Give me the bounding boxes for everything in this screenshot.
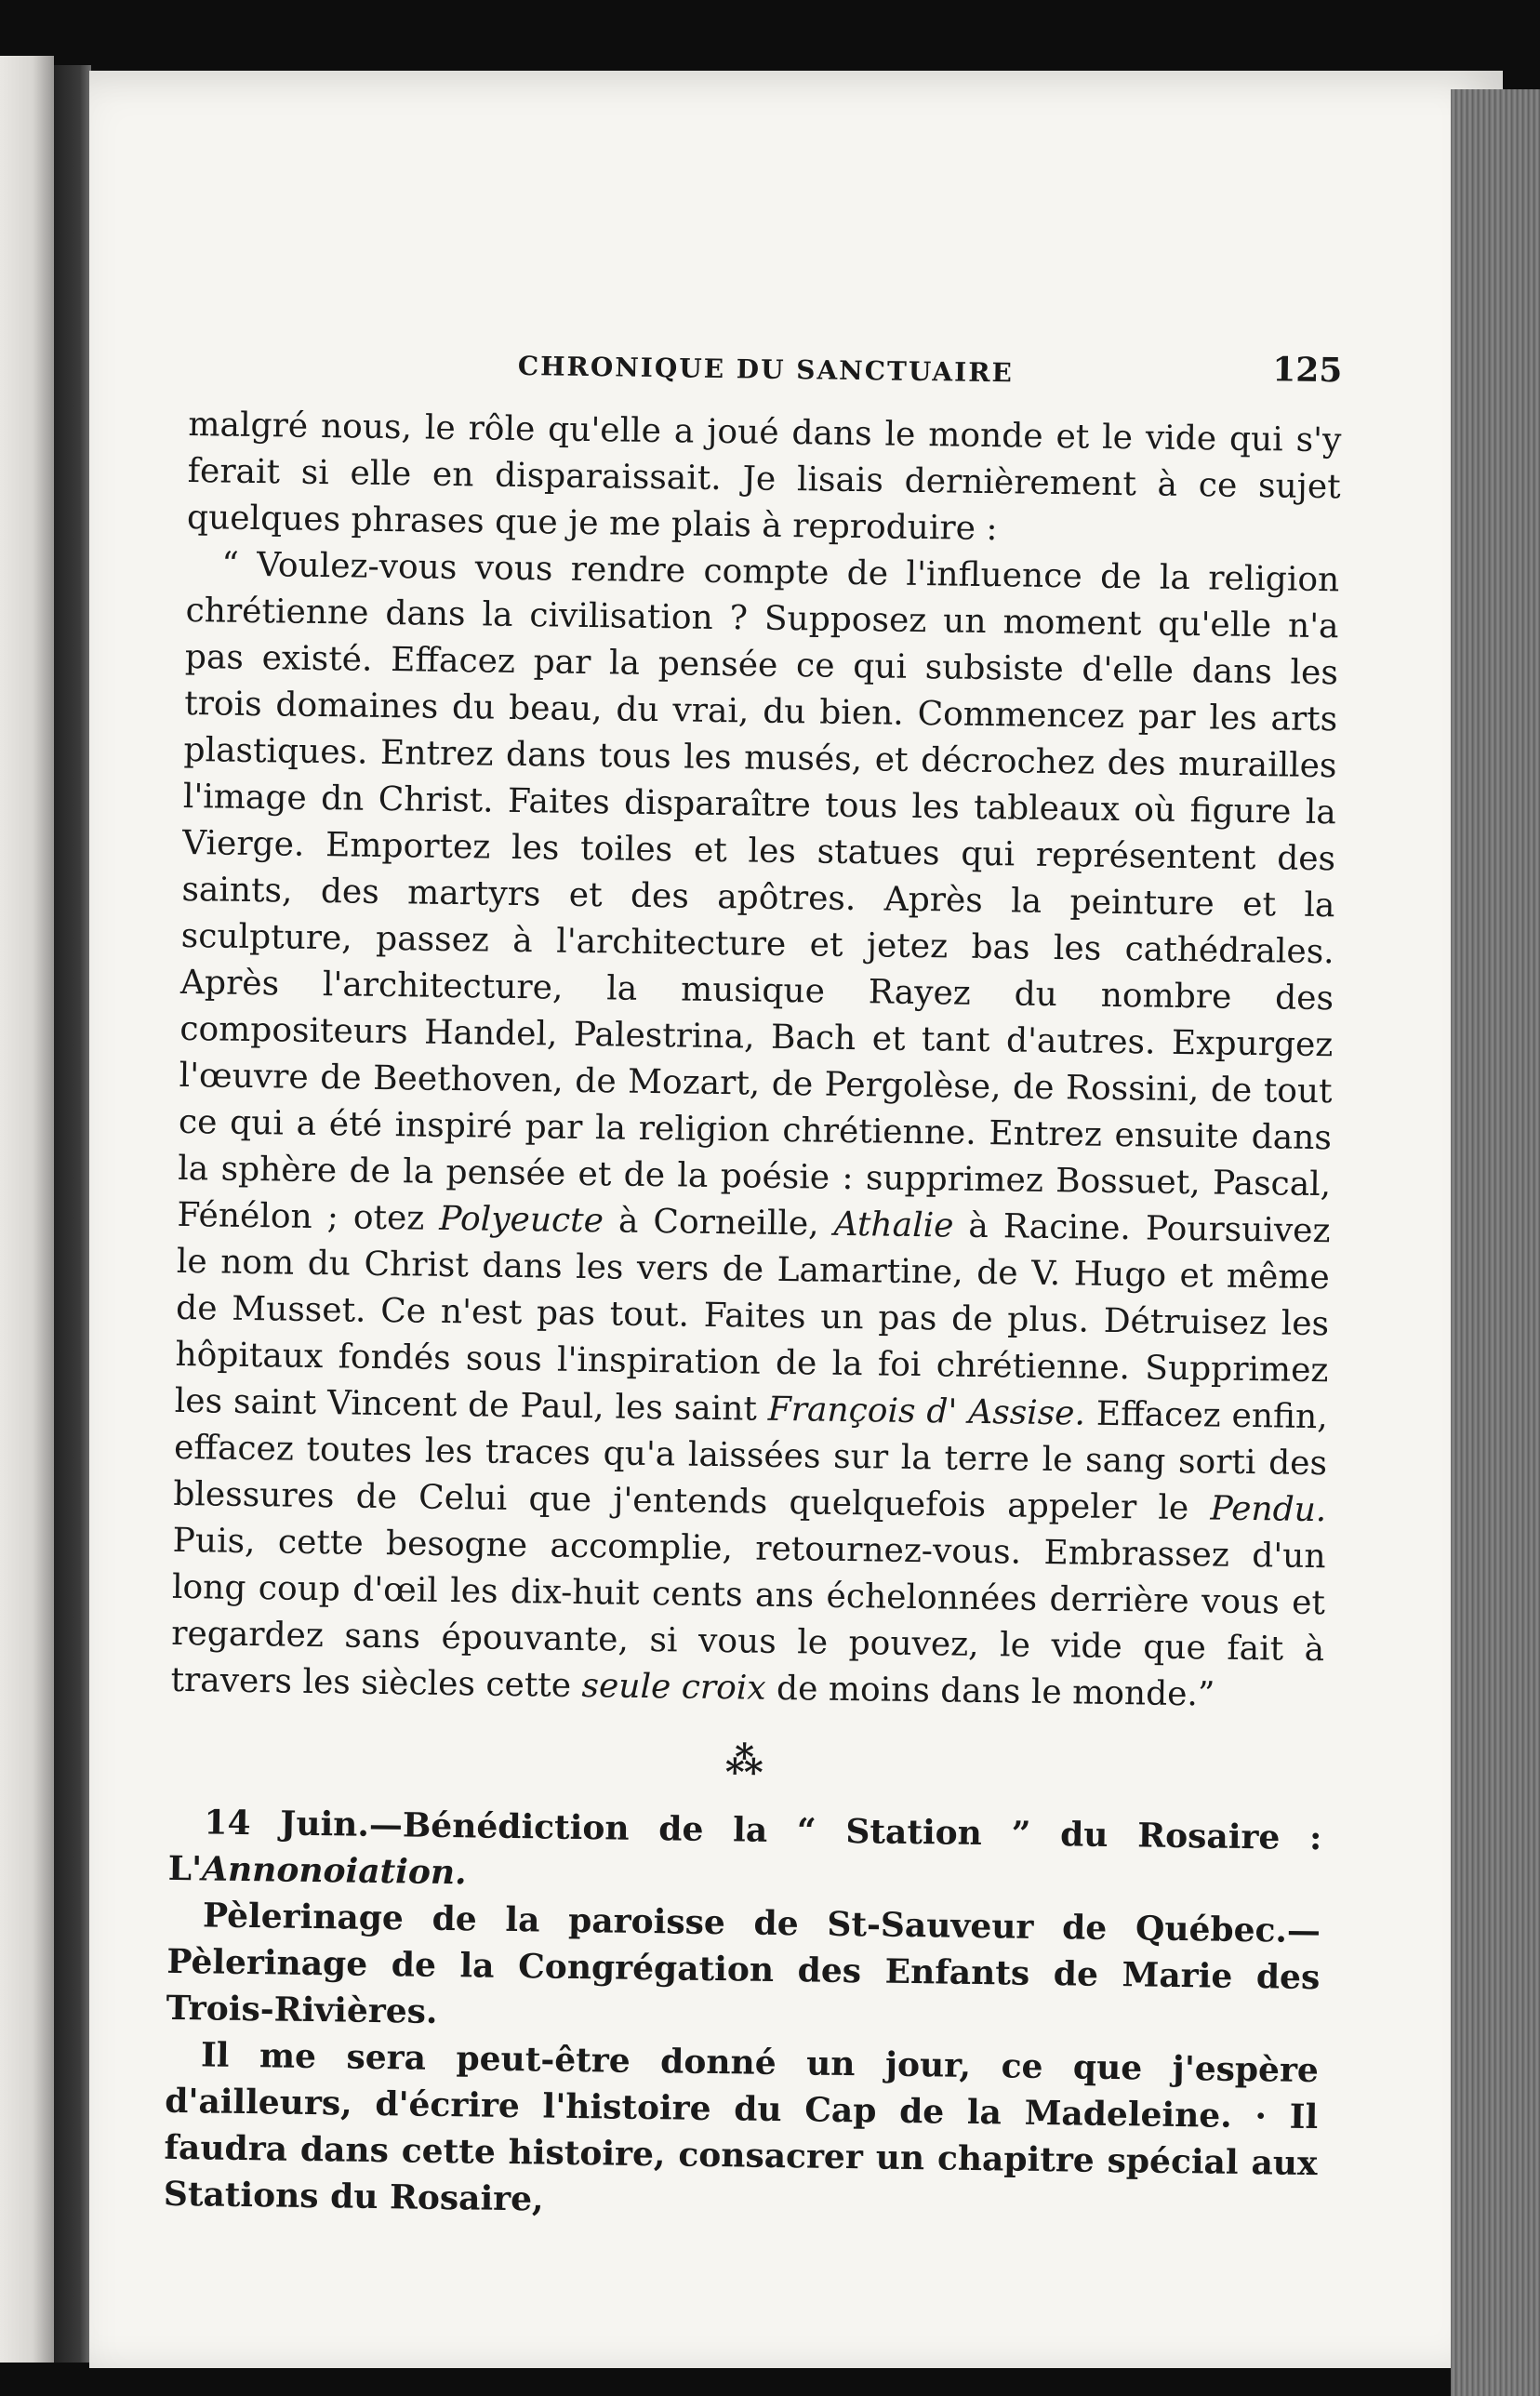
entry-italic-annonciation: Annonoiation. xyxy=(201,1849,467,1893)
quote-italic-seule-croix: seule croix xyxy=(581,1667,766,1708)
quote-text-6: de moins dans le monde.” xyxy=(765,1669,1215,1714)
chronicle-entry xyxy=(167,1799,1321,1908)
asterism-divider: ⁂ xyxy=(724,1738,768,1783)
page-sheet xyxy=(89,71,1503,2368)
page-number: 125 xyxy=(1271,350,1343,391)
quote-italic-pendu: Pendu. xyxy=(1210,1489,1327,1530)
running-head xyxy=(189,322,1343,393)
entry-date-text: 14 Juin.—Bénédiction de la “ Station ” du Rosaire : L' xyxy=(167,1803,1322,1889)
running-title: CHRONIQUE DU SANCTUAIRE xyxy=(517,350,1015,389)
quote-text-3: à Racine. Poursuivez le nom du Christ dans les vers de Lamartine, de V. Hugo et même de Musset. Ce n'est pas tout. Faites un pas de plus. Détruisez les hôpitaux fondés sous l'inspiration de la foi chrétienne. Supprimez les saint Vincent de Paul, les saint xyxy=(174,1206,1331,1429)
quote-italic-francois: François d' Assise. xyxy=(767,1390,1086,1433)
facing-page-edge xyxy=(0,56,54,2363)
quote-italic-athalie: Athalie xyxy=(833,1205,954,1245)
page-stack-edge xyxy=(1451,89,1540,2396)
page-body xyxy=(164,322,1343,2233)
quote-text-4: Effacez enfin, effacez toutes les traces qu'a laissées sur la terre le sang sorti des blessures de Celui que j'entends quelquefois appeler le xyxy=(173,1394,1328,1528)
paragraph-continuation: malgré nous, le rôle qu'elle a joué dans le monde et le vide qui s'y ferait si elle en disparaissait. Je lisais dernièrement à ce sujet quelques phrases que je me plais à reproduire : xyxy=(186,405,1342,549)
paragraph-histoire: Il me sera peut-être donné un jour, ce que j'espère d'ailleurs, d'écrire l'histoire du Cap de la Madeleine. · Il faudra dans cette histoire, consacrer un chapitre spécial aux Stations du Rosaire, xyxy=(163,2035,1320,2219)
quote-text-2: à Corneille, xyxy=(603,1202,834,1244)
paragraph-pelerinage: Pèlerinage de la paroisse de St-Sauveur de Québec.—Pèlerinage de la Congrégation des Enfants de Marie des Trois-Rivières. xyxy=(166,1896,1321,2031)
quotation-paragraph xyxy=(170,541,1339,1720)
quote-text-1: “ Voulez-vous vous rendre compte de l'influence de la religion chrétienne dans la civilisation ? Supposez un moment qu'elle n'a pas existé. Effacez par la pensée ce qui subsiste d'elle dans les trois domaines du beau, du vrai, du bien. Commencez par les arts plastiques. Entrez dans tous les musés, et décrochez des murailles l'image dn Christ. Faites disparaître tous les tableaux où figure la Vierge. Emportez les toiles et les statues qui représentent des saints, des martyrs et des apôtres. Après la peinture et la sculpture, passez à l'architecture et jetez bas les cathédrales. Après l'architecture, la musique Rayez du nombre des compositeurs Handel, Palestrina, Bach et tant d'autres. Expurgez l'œuvre de Beethoven, de Mozart, de Pergolèse, de Rossini, de tout ce qui a été inspiré par la religion chrétienne. Entrez ensuite dans la sphère de la pensée et de la poésie : supprimez Bossuet, Pascal, Fénélon ; otez xyxy=(177,545,1340,1238)
quote-italic-polyeucte: Polyeucte xyxy=(438,1199,604,1241)
gutter-shadow xyxy=(54,65,91,2363)
quote-text-5: Puis, cette besogne accomplie, retournez-vous. Embrassez d'un long coup d'œil les dix-huit cents ans échelonnées derrière vous et regardez sans épouvante, si vous le pouvez, le vide que fait à travers les siècles cette xyxy=(170,1521,1326,1706)
